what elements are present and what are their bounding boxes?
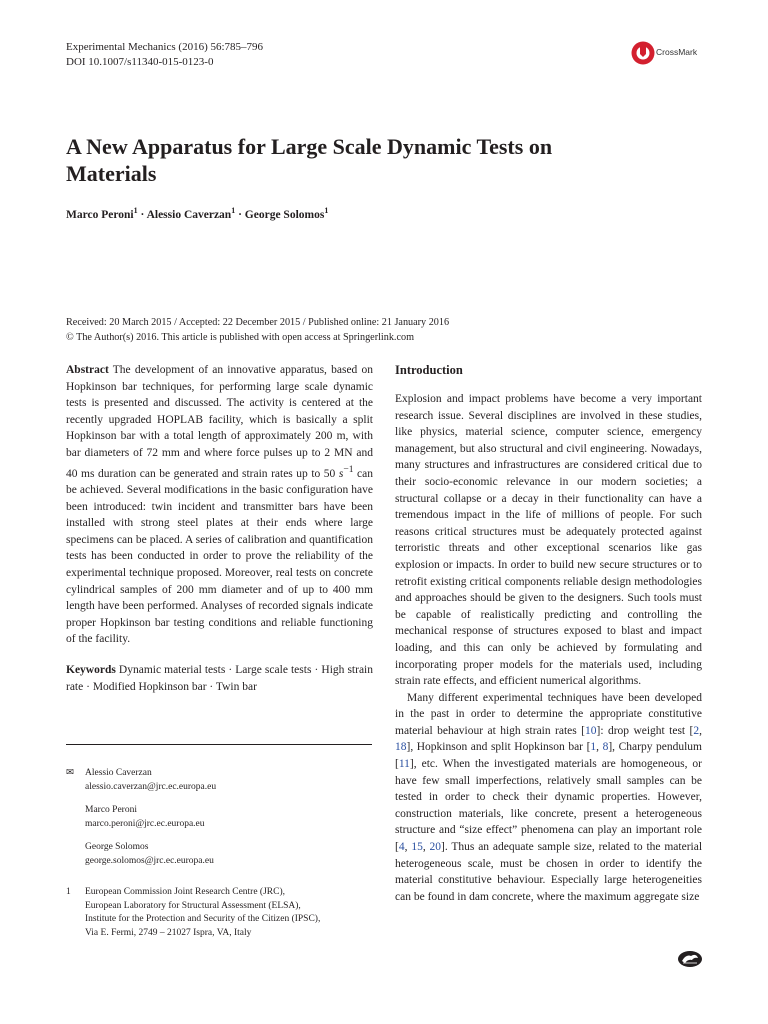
affiliation-entry — [66, 886, 373, 940]
keywords-text: Dynamic material tests · Large scale tests · High strain rate · Modified Hopkinson bar · Twin bar — [66, 663, 373, 693]
contact-email[interactable]: george.solomos@jrc.ec.europa.eu — [85, 855, 214, 866]
journal-header — [66, 40, 263, 70]
contact-entry — [66, 841, 373, 868]
keywords-label: Keywords — [66, 663, 116, 676]
left-column — [66, 362, 373, 695]
contact-name: Alessio Caverzan — [85, 768, 152, 778]
intro-paragraph-2: Many different experimental techniques have been developed in the past in order to determine the appropriate constitutive material behaviour at high strain rates [10]: drop weight test [2, 18], Hopkinson and split Hopkinson bar [1, 8], Charpy pendulum [11], etc. When the investigated materials are homogeneous, or have few small imperfections, relatively small samples can be tested in order to check their dynamic properties. However, construction materials, like concrete, present a heterogeneous structure and “size effect” phenomena can play an important role [4, 15, 20]. Thus an adequate sample size, related to the material heterogeneous scale, must be chosen in order to identify the material constitutive behaviour. Especially large heterogeneities can be found in dam concrete, where the maximum aggregate size — [395, 691, 703, 903]
citation-link[interactable]: 2 — [693, 724, 700, 737]
author-name[interactable]: Alessio Caverzan — [146, 208, 232, 221]
strain-rate-unit: s — [338, 467, 344, 480]
contact-name: Marco Peroni — [85, 805, 137, 815]
abstract-text-cont: can be achieved. Several modifications in the basic configuration have been introduced: twin incident and transmitter bars have been installed with strong steel plates at their ends where large specimens can be placed. A series of calibration and quantification tests has been conducted in order to prove the reliability of the experimental technique proposed. Moreover, real tests on concrete cylindrical samples of 200 mm diameter and of up to 400 mm length have been performed. Analyses of recorded signals indicate proper Hopkinson bar testing conditions and reliable functioning of the facility. — [66, 467, 373, 646]
citation-link[interactable]: 20 — [429, 841, 442, 854]
contact-entry — [66, 767, 373, 794]
springer-horse-icon — [677, 950, 703, 968]
citation-link[interactable]: 8 — [602, 741, 609, 754]
author-name[interactable]: George Solomos — [244, 208, 325, 221]
affiliation-number: 1 — [66, 887, 71, 897]
contact-email[interactable]: marco.peroni@jrc.ec.europa.eu — [85, 818, 205, 829]
citation-link[interactable]: 10 — [585, 724, 597, 737]
affiliation-mark: 1 — [324, 206, 329, 215]
right-column — [395, 362, 702, 905]
affiliation-line: European Laboratory for Structural Assessment (ELSA), — [85, 900, 301, 911]
dates-line: Received: 20 March 2015 / Accepted: 22 December 2015 / Published online: 21 January 2016 — [66, 317, 450, 328]
publication-history — [66, 315, 449, 345]
affiliation-line: Institute for the Protection and Security of the Citizen (IPSC), — [85, 914, 321, 924]
citation-link[interactable]: 15 — [411, 841, 423, 854]
strain-rate-exponent: −1 — [343, 463, 354, 475]
article-title: A New Apparatus for Large Scale Dynamic Tests on Materials — [66, 134, 553, 186]
citation-link[interactable]: 18 — [395, 741, 407, 754]
author-separator: · — [137, 208, 147, 221]
intro-paragraph-1: Explosion and impact problems have become a very important research issue. Several disciplines are involved in these studies, like physics, material science, computer science, emergency management, but also structural and civil engineering. Nowadays, many structures and infrastructures are considered critical due to their socio-economic relevance in our modern societies; a structural collapse or a decay in their functionality can have a tremendous impact in the life of millions of people. For such reasons critical structures must be adequately protected against terroristic threats and other exceptional scenarios like gas explosion or impacts. In order to build new secure structures or to retrofit existing critical components reliable design methodologies and approaches should be given to the designers. Such tools must be capable of realistically predicting and controlling the mechanical response of structures exposed to blast and impact loading, and this can only be achieved by formulating and incorporating proper models for the materials used, including strain rate effects, and efficient numerical algorithms. — [395, 393, 702, 688]
journal-citation: Experimental Mechanics (2016) 56:785–796 — [66, 41, 264, 53]
affiliation-line: Via E. Fermi, 2749 – 21027 Ispra, VA, Italy — [85, 927, 252, 938]
keywords — [66, 662, 373, 695]
crossmark-icon — [631, 40, 655, 66]
author-separator: · — [235, 208, 245, 221]
author-name[interactable]: Marco Peroni — [66, 208, 134, 221]
affiliation-mark: 1 — [231, 206, 236, 215]
footnotes — [66, 767, 373, 940]
crossmark-badge[interactable] — [631, 40, 701, 68]
abstract-label: Abstract — [66, 364, 109, 376]
citation-link[interactable]: 1 — [590, 741, 597, 754]
introduction-heading: Introduction — [395, 363, 463, 377]
footnote-divider — [66, 744, 372, 745]
contact-name: George Solomos — [85, 842, 149, 852]
contact-email[interactable]: alessio.caverzan@jrc.ec.europa.eu — [85, 781, 217, 792]
crossmark-label: CrossMark — [656, 47, 698, 57]
contact-entry — [66, 804, 373, 831]
abstract — [66, 362, 373, 648]
author-list — [66, 206, 328, 221]
affiliation-line: European Commission Joint Research Centre (JRC), — [85, 887, 285, 897]
doi-line: DOI 10.1007/s11340-015-0123-0 — [66, 56, 214, 68]
affiliation-mark: 1 — [133, 206, 138, 215]
envelope-icon: ✉ — [66, 768, 74, 778]
citation-link[interactable]: 4 — [398, 841, 405, 854]
abstract-text: The development of an innovative apparatus, based on Hopkinson bar techniques, for performing large scale dynamic tests is presented and discussed. The activity is centered at the recently upgraded HOPLAB facility, which is basically a split Hopkinson bar with a total length of approximately 200 m, with bar diameters of 72 mm and where force pulses up to 2 MN and 40 ms duration can be generated and strain rates up to 50 — [66, 364, 373, 480]
copyright-line: © The Author(s) 2016. This article is published with open access at Springerlink.com — [66, 332, 415, 343]
citation-link[interactable]: 11 — [398, 758, 410, 771]
